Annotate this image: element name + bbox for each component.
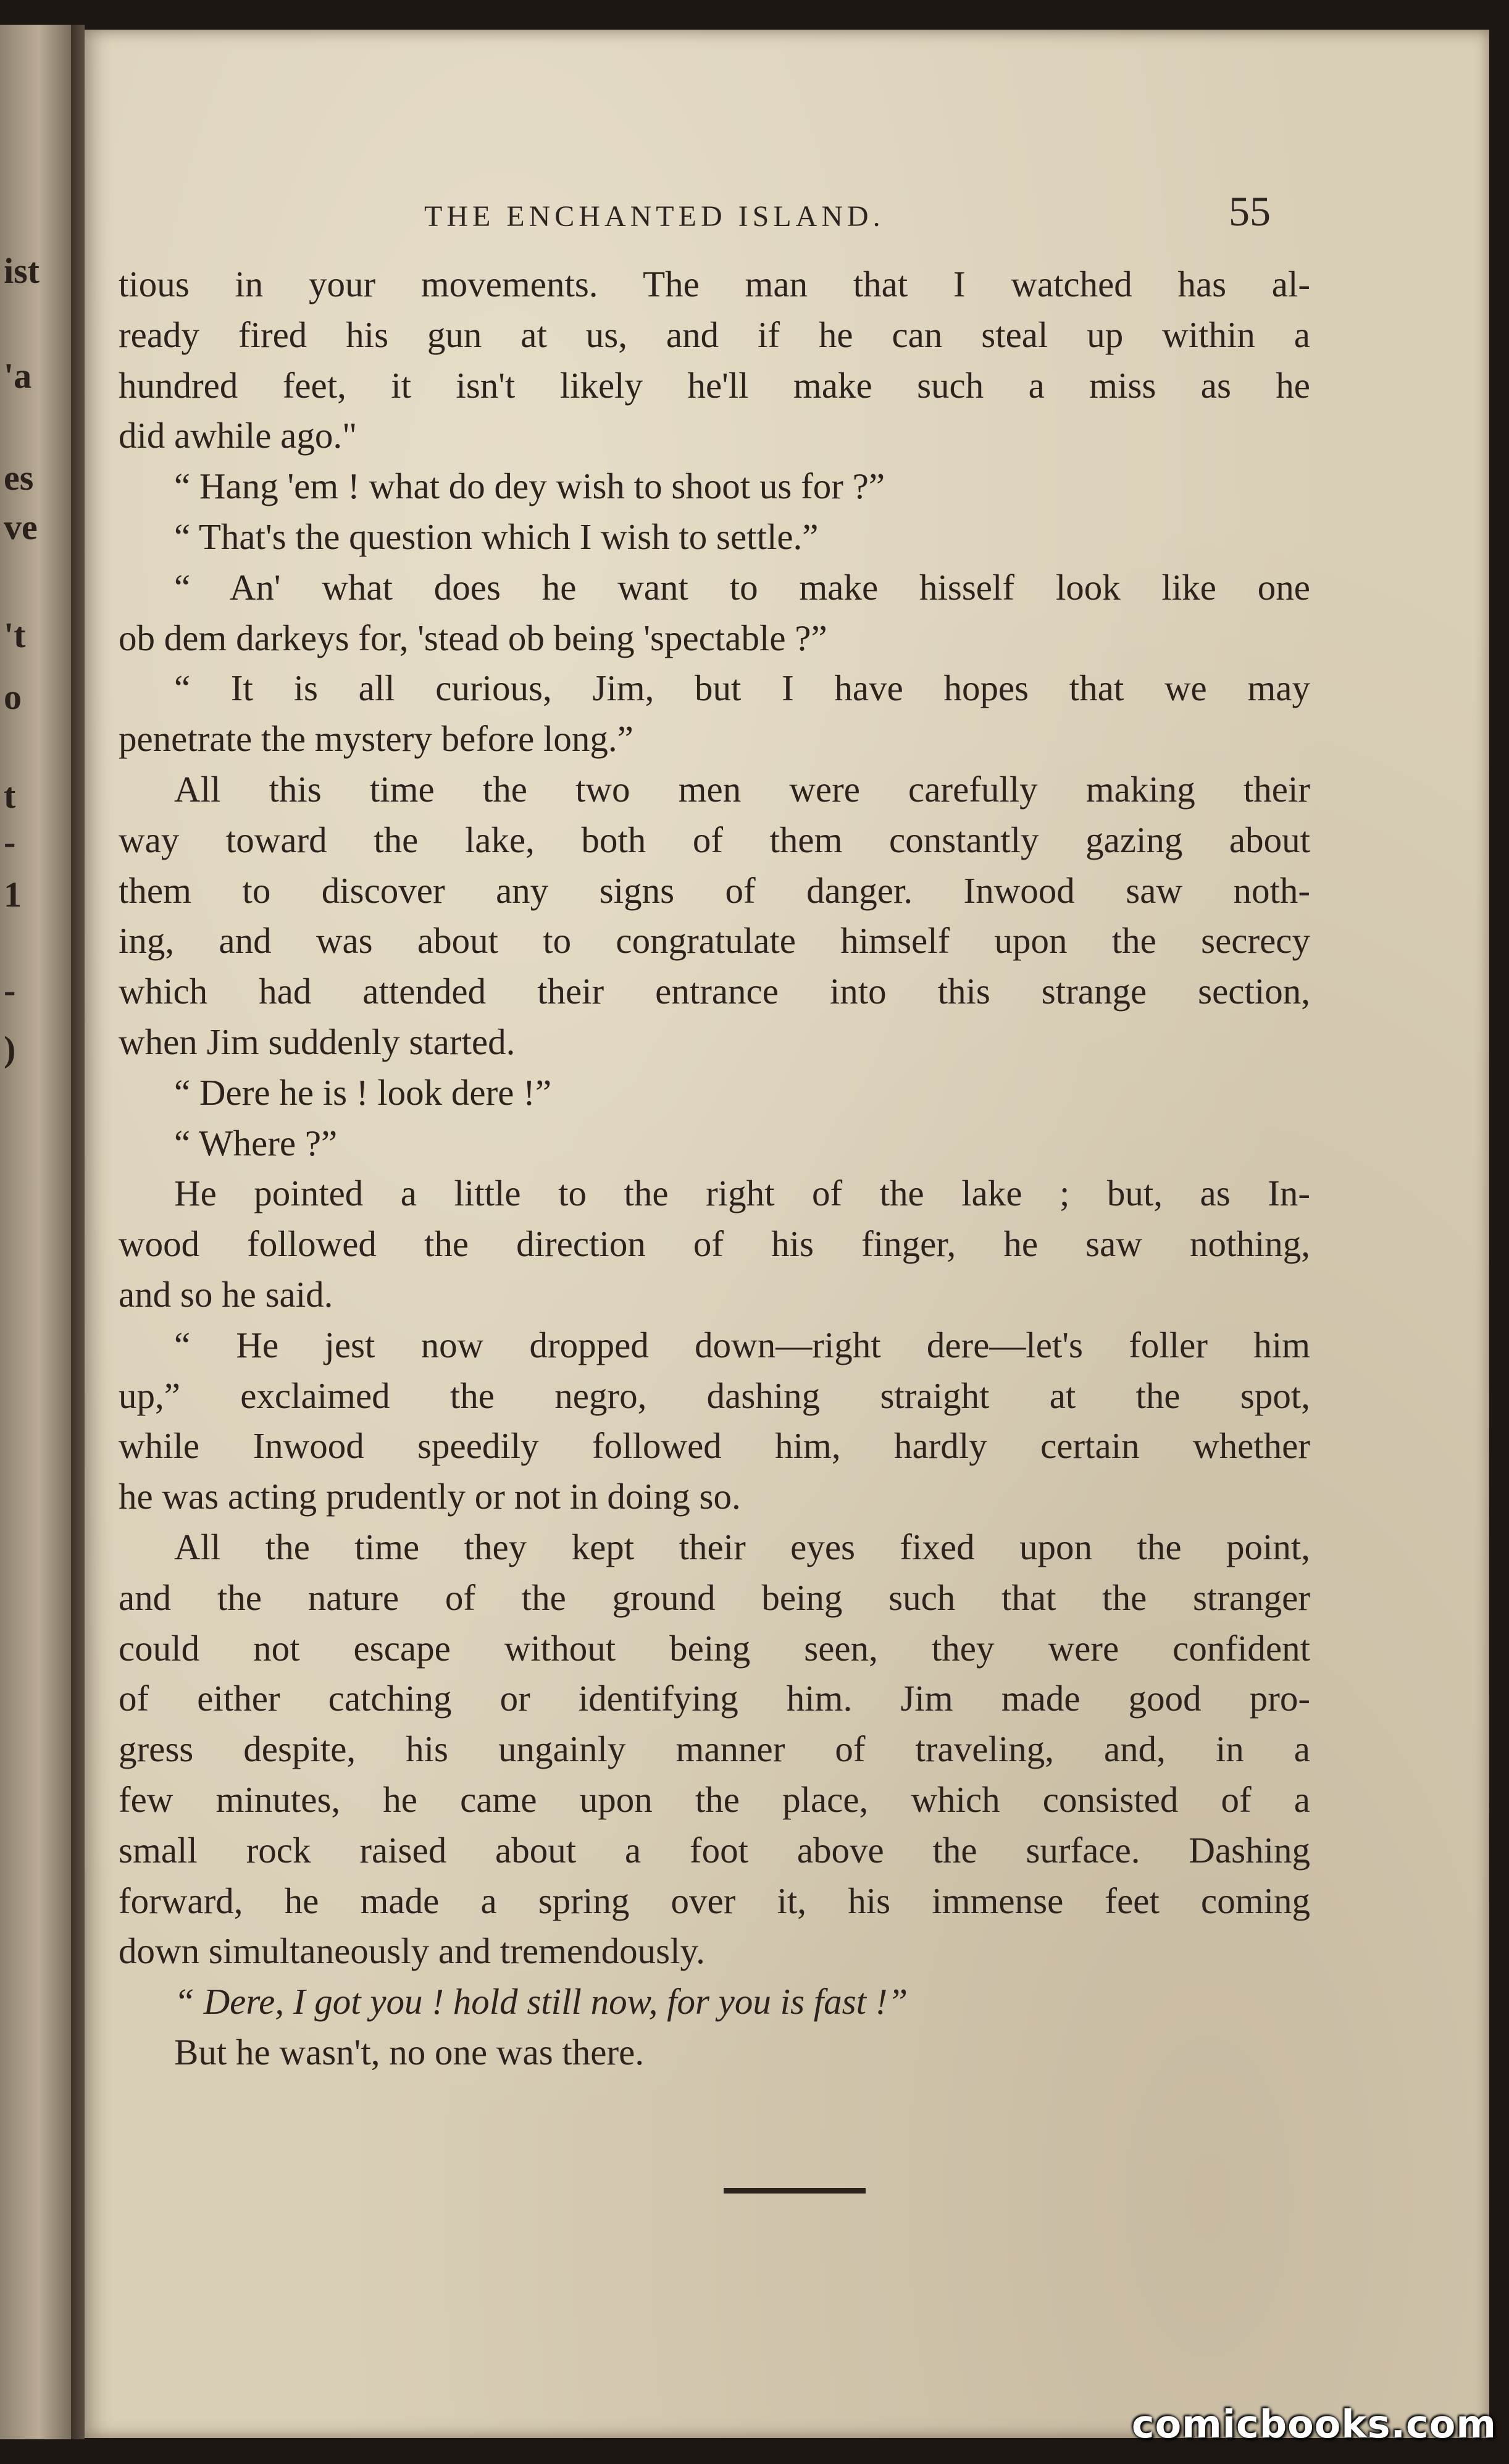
text-line: did awhile ago."	[119, 415, 357, 456]
facing-page-fragment: o	[4, 677, 22, 717]
text-line: gress despite, his ungainly manner of traveling, and, in a	[119, 1729, 1310, 1770]
text-line: and the nature of the ground being such that the stranger	[119, 1577, 1310, 1618]
text-line: while Inwood speedily followed him, hardly certain whether	[119, 1425, 1310, 1467]
text-line: ing, and was about to congratulate himself upon the secrecy	[119, 920, 1310, 962]
text-line: down simultaneously and tremendously.	[119, 1930, 705, 1972]
text-line: “ Dere, I got you ! hold still now, for you is fast !”	[174, 1981, 908, 2022]
text-body	[119, 259, 1310, 2078]
text-line: All the time they kept their eyes fixed upon the point,	[174, 1526, 1310, 1567]
facing-page-fragment: -	[4, 822, 16, 862]
text-line: when Jim suddenly started.	[119, 1021, 516, 1062]
running-title: THE ENCHANTED ISLAND.	[424, 200, 885, 233]
facing-page-fragment: -	[4, 970, 16, 1010]
facing-page-fragment: 't	[4, 615, 26, 655]
text-line: He pointed a little to the right of the lake ; but, as In-	[174, 1173, 1310, 1214]
text-line: “ He jest now dropped down—right dere—let's foller him	[174, 1324, 1310, 1365]
text-line: “ An' what does he want to make hisself look like one	[174, 566, 1310, 608]
text-line: up,” exclaimed the negro, dashing straight at the spot,	[119, 1375, 1310, 1416]
facing-page-edge	[0, 25, 71, 2439]
text-line: he was acting prudently or not in doing so.	[119, 1476, 741, 1517]
text-line: hundred feet, it isn't likely he'll make such a miss as he	[119, 364, 1310, 406]
text-line: of either catching or identifying him. Jim made good pro-	[119, 1678, 1310, 1719]
facing-page-fragment: es	[4, 458, 34, 498]
text-line: which had attended their entrance into this strange section,	[119, 971, 1310, 1012]
text-line: forward, he made a spring over it, his immense feet coming	[119, 1880, 1310, 1921]
text-line: “ Dere he is ! look dere !”	[174, 1071, 552, 1113]
text-line: All this time the two men were carefully making their	[174, 768, 1310, 810]
text-line: wood followed the direction of his finger, he saw nothing,	[119, 1223, 1310, 1265]
text-line: penetrate the mystery before long.”	[119, 718, 633, 760]
text-line: them to discover any signs of danger. Inwood saw noth-	[119, 870, 1310, 911]
site-watermark: comicbooks.com	[1131, 2402, 1497, 2447]
text-line: small rock raised about a foot above the surface. Dashing	[119, 1829, 1310, 1871]
book-gutter	[71, 25, 85, 2439]
text-line: “ That's the question which I wish to settle.”	[174, 516, 819, 557]
book-page	[85, 30, 1489, 2438]
text-line: and so he said.	[119, 1273, 333, 1315]
text-line: “ Hang 'em ! what do dey wish to shoot us for ?”	[174, 466, 885, 507]
page-number: 55	[1229, 188, 1271, 235]
facing-page-fragment: )	[4, 1029, 16, 1069]
text-line: tious in your movements. The man that I watched has al-	[119, 264, 1310, 304]
text-line: ready fired his gun at us, and if he can steal up within a	[119, 314, 1310, 355]
running-head	[85, 187, 1489, 249]
facing-page-fragment: ist	[4, 251, 40, 291]
text-line: But he wasn't, no one was there.	[174, 2031, 645, 2072]
facing-page-fragment: 'a	[4, 356, 32, 396]
text-line: ob dem darkeys for, 'stead ob being 'spectable ?”	[119, 617, 827, 658]
facing-page-fragment: 1	[4, 874, 22, 915]
text-line: few minutes, he came upon the place, which consisted of a	[119, 1779, 1310, 1820]
text-line: “ It is all curious, Jim, but I have hopes that we may	[174, 668, 1310, 709]
text-line: could not escape without being seen, they were confident	[119, 1627, 1310, 1669]
facing-page-fragment: ve	[4, 507, 38, 547]
text-line: way toward the lake, both of them constantly gazing about	[119, 819, 1310, 860]
end-rule	[724, 2188, 866, 2194]
facing-page-fragment: t	[4, 776, 16, 816]
text-line: “ Where ?”	[174, 1122, 338, 1163]
